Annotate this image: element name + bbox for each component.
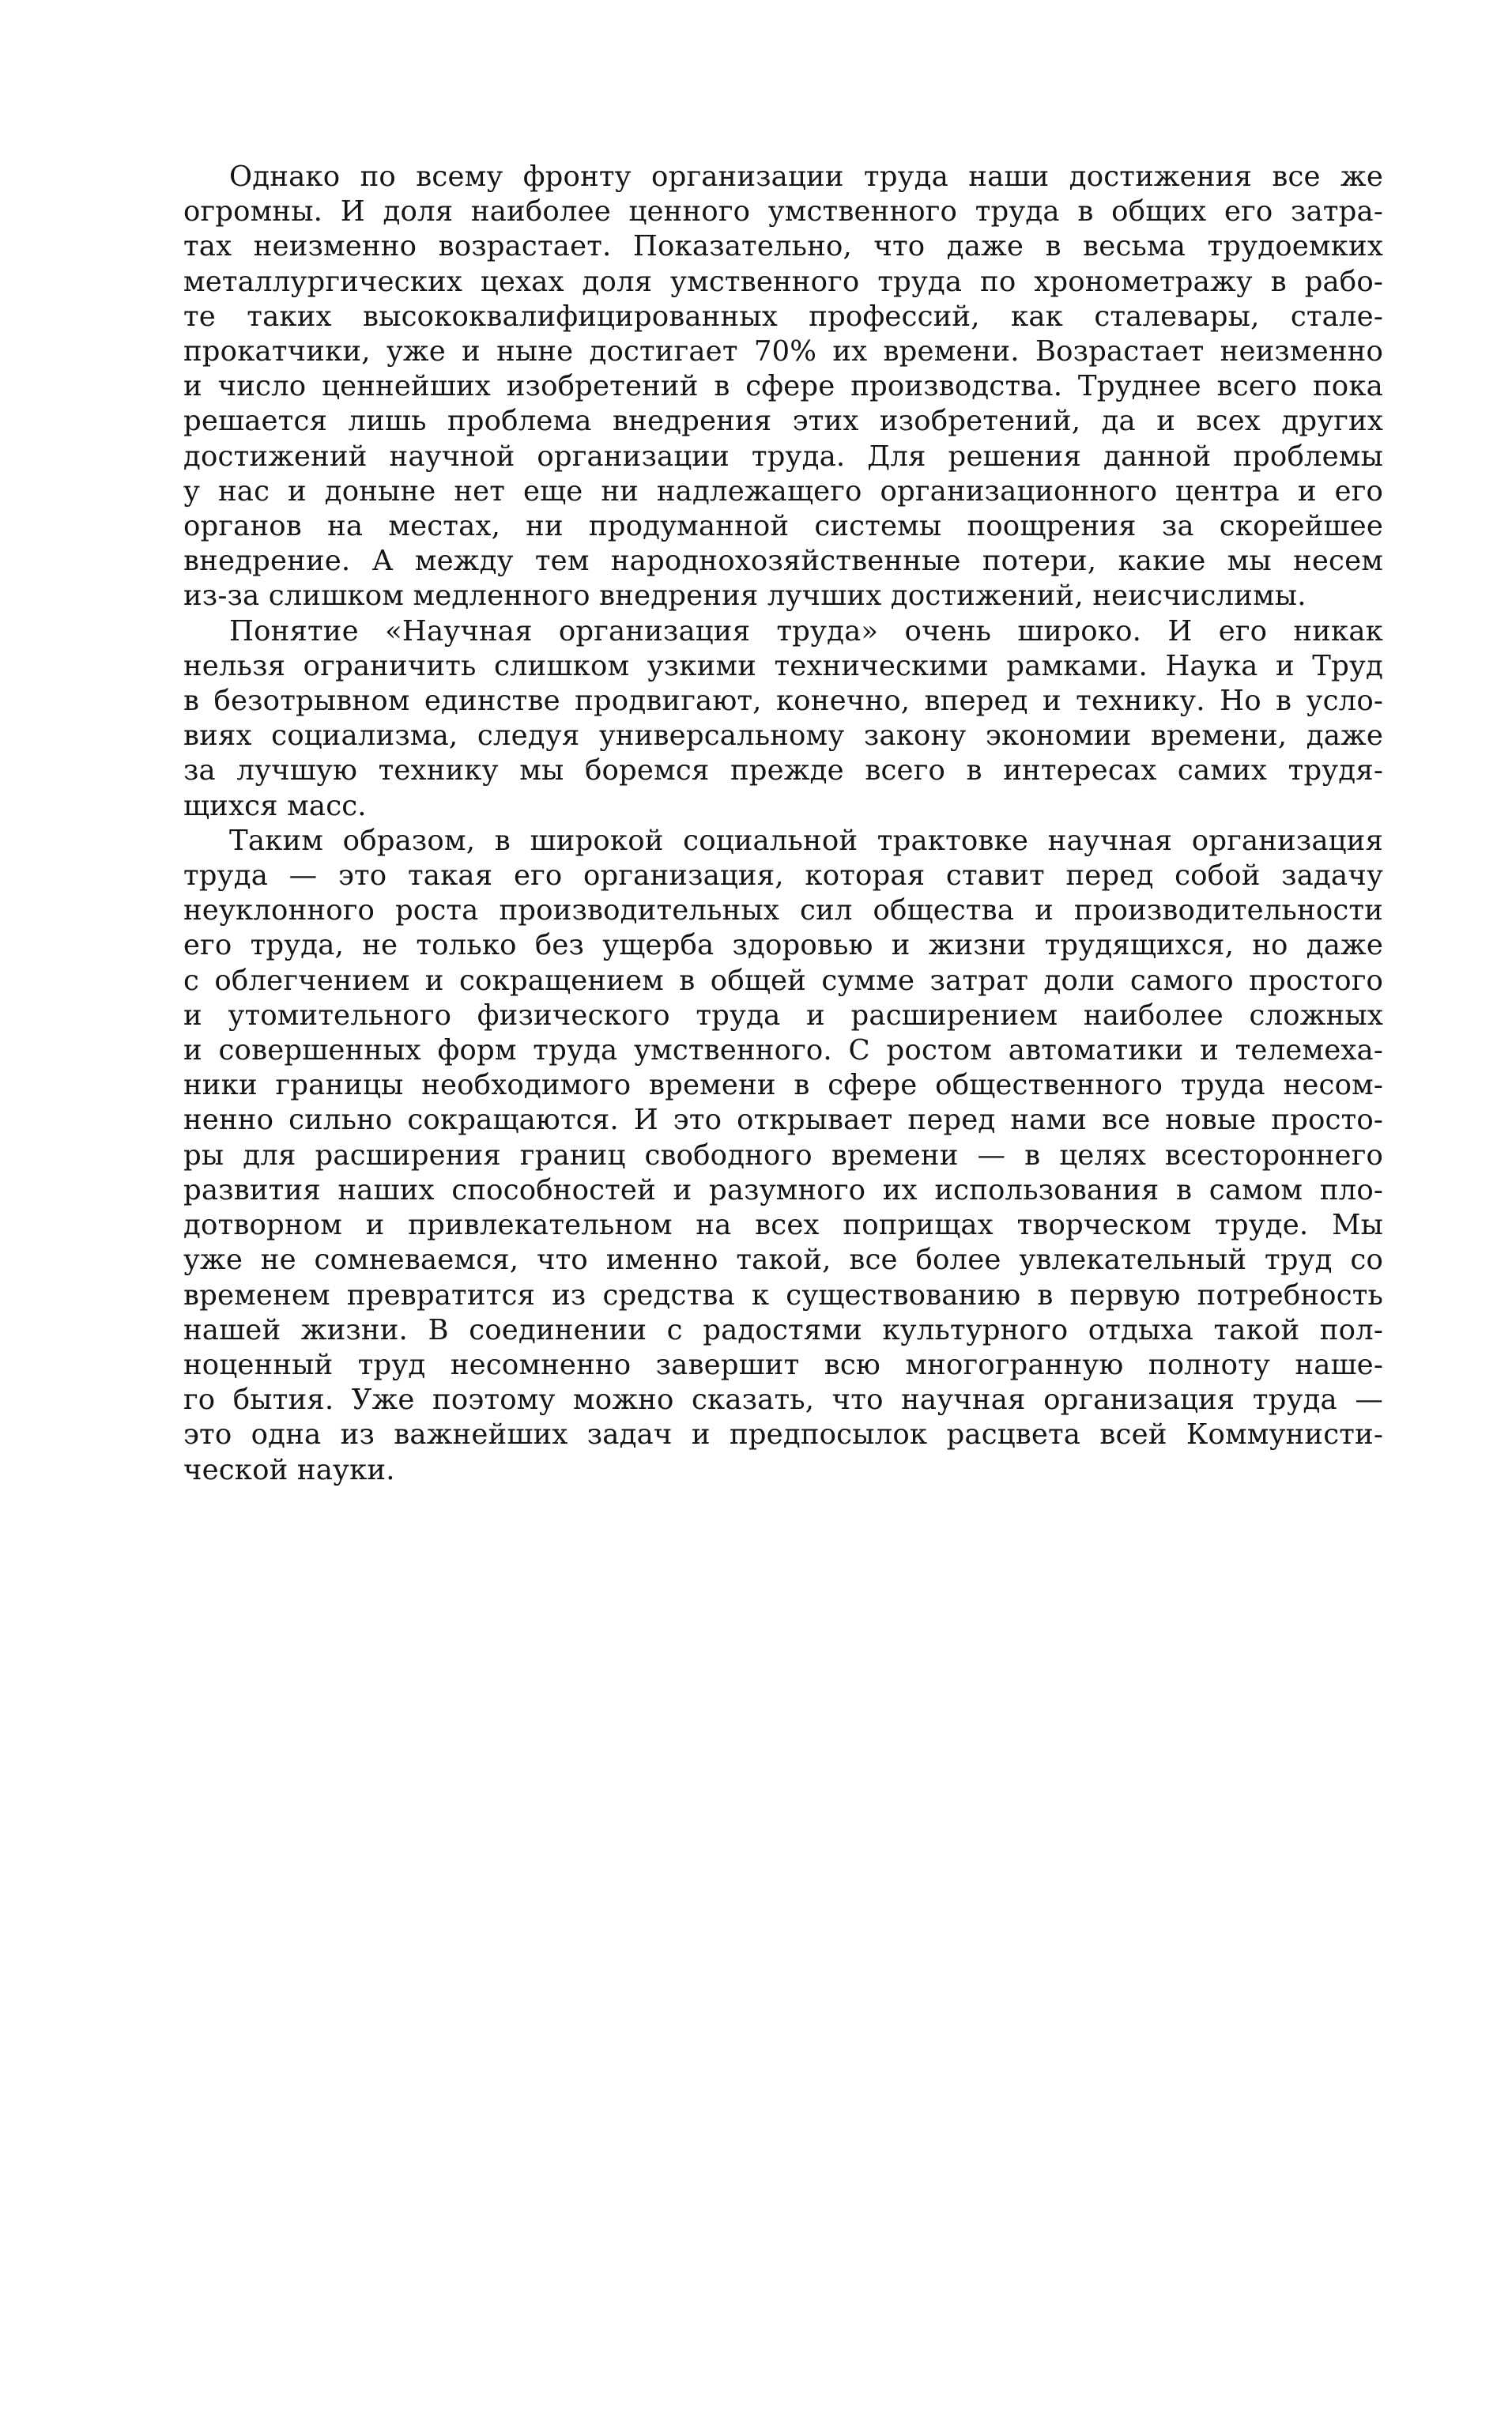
text-line: внедрение. А между тем народнохозяйственные потери, какие мы несем (183, 545, 1383, 578)
text-line: го бытия. Уже поэтому можно сказать, что научная организация труда — (183, 1384, 1383, 1417)
text-line: прокатчики, уже и ныне достигает 70% их времени. Возрастает неизменно (183, 335, 1383, 368)
text-line: виях социализма, следуя универсальному закону экономии времени, даже (183, 719, 1383, 753)
text-line: за лучшую технику мы боремся прежде всего в интересах самих трудя- (183, 754, 1383, 787)
text-line: решается лишь проблема внедрения этих изобретений, да и всех других (183, 405, 1383, 438)
text-line: металлургических цехах доля умственного труда по хронометражу в рабо- (183, 265, 1383, 298)
text-line: у нас и доныне нет еще ни надлежащего организационного центра и его (183, 474, 1383, 508)
text-line: дотворном и привлекательном на всех поприщах творческом труде. Мы (183, 1209, 1383, 1242)
text-line: его труда, не только без ущерба здоровью и жизни трудящихся, но даже (183, 929, 1383, 962)
text-line: в безотрывном единстве продвигают, конечно, вперед и технику. Но в усло- (183, 685, 1383, 718)
text-line: развития наших способностей и разумного их использования в самом пло- (183, 1173, 1383, 1206)
text-line: Таким образом, в широкой социальной трактовке научная организация (229, 824, 1383, 857)
text-line: ники границы необходимого времени в сфере общественного труда несом- (183, 1069, 1383, 1102)
text-line: и совершенных форм труда умственного. С ростом автоматики и телемеха- (183, 1034, 1383, 1067)
text-line: те таких высококвалифицированных профессий, как сталевары, стале- (183, 300, 1383, 333)
text-line: щихся масс. (183, 789, 367, 822)
text-line: нашей жизни. В соединении с радостями культурного отдыха такой пол- (183, 1313, 1383, 1346)
text-line: труда — это такая его организация, которая ставит перед собой задачу (183, 859, 1383, 893)
body-text (183, 160, 1383, 1488)
paragraph-2 (183, 614, 1383, 824)
text-line: тах неизменно возрастает. Показательно, что даже в весьма трудоемких (183, 230, 1383, 263)
text-line: достижений научной организации труда. Для решения данной проблемы (183, 440, 1383, 473)
text-line: и число ценнейших изобретений в сфере производства. Труднее всего пока (183, 370, 1383, 403)
text-line: с облегчением и сокращением в общей сумме затрат доли самого простого (183, 964, 1383, 997)
text-line: огромны. И доля наиболее ценного умственного труда в общих его затра- (183, 195, 1383, 228)
text-line: Однако по всему фронту организации труда наши достижения все же (229, 160, 1383, 193)
text-line: Понятие «Научная организация труда» очень широко. И его никак (229, 614, 1383, 648)
text-line: это одна из важнейших задач и предпосылок расцвета всей Коммунисти- (183, 1418, 1383, 1452)
paragraph-1 (183, 160, 1383, 614)
text-line: временем превратится из средства к существованию в первую потребность (183, 1278, 1383, 1312)
text-line: ноценный труд несомненно завершит всю многогранную полноту наше- (183, 1348, 1383, 1381)
text-line: из-за слишком медленного внедрения лучших достижений, неисчислимы. (183, 580, 1307, 613)
text-line: ческой науки. (183, 1453, 395, 1486)
text-line: и утомительного физического труда и расширением наиболее сложных (183, 999, 1383, 1032)
text-line: ненно сильно сокращаются. И это открывает перед нами все новые просто- (183, 1104, 1383, 1137)
text-line: ры для расширения границ свободного времени — в целях всестороннего (183, 1138, 1383, 1172)
text-line: нельзя ограничить слишком узкими техническими рамками. Наука и Труд (183, 649, 1383, 682)
paragraph-3 (183, 824, 1383, 1488)
text-line: органов на местах, ни продуманной системы поощрения за скорейшее (183, 510, 1383, 543)
text-line: неуклонного роста производительных сил общества и производительности (183, 894, 1383, 927)
text-line: уже не сомневаемся, что именно такой, все более увлекательный труд со (183, 1244, 1383, 1277)
